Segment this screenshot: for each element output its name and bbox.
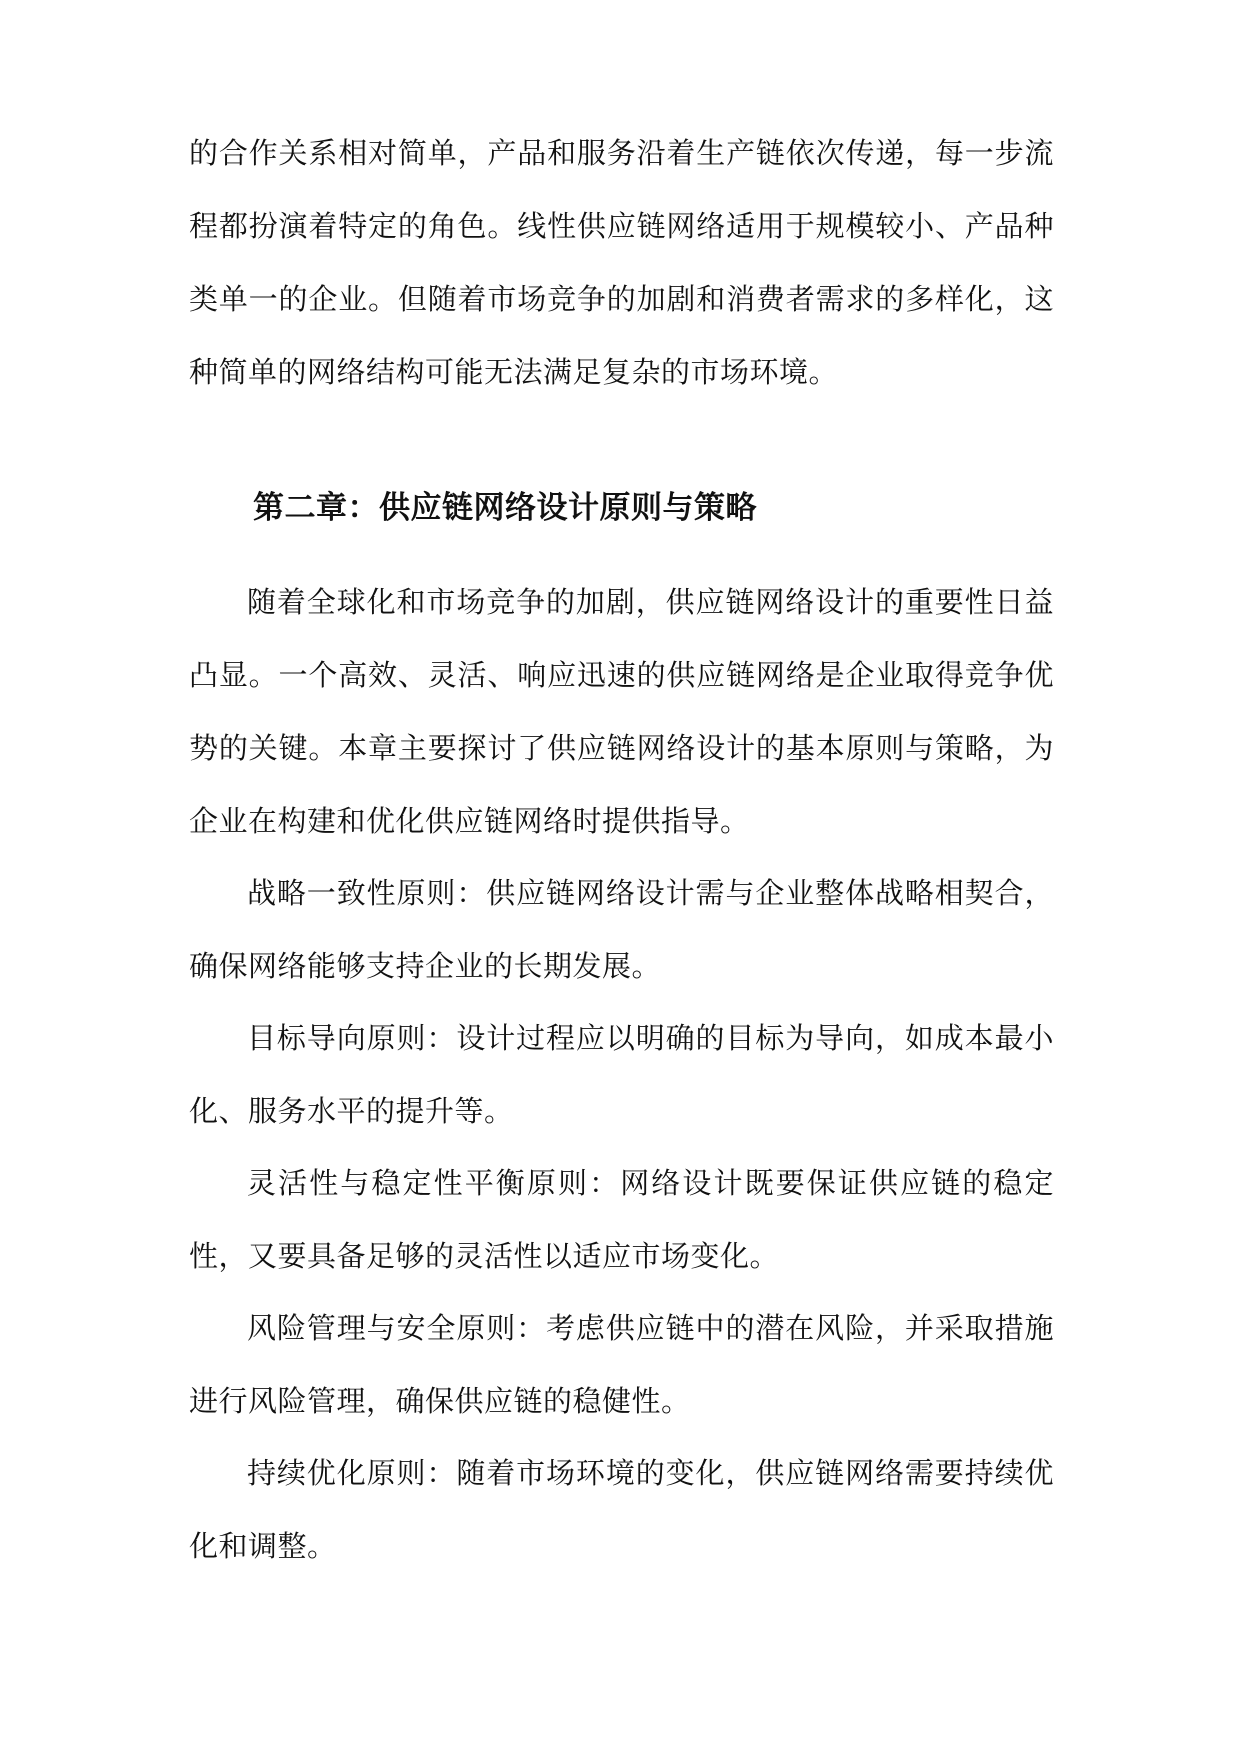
principle-goal-oriented: 目标导向原则：设计过程应以明确的目标为导向，如成本最小化、服务水平的提升等。 [189, 1021, 1054, 1128]
intro-paragraph: 随着全球化和市场竞争的加剧，供应链网络设计的重要性日益凸显。一个高效、灵活、响应迅速的供应链网络是企业取得竞争优势的关键。本章主要探讨了供应链网络设计的基本原则与策略，为企业在构建和优化供应链网络时提供指导。 [189, 585, 1054, 838]
chapter-heading: 第二章：供应链网络设计原则与策略 [253, 490, 757, 526]
principle-continuous-optimization: 持续优化原则：随着市场环境的变化，供应链网络需要持续优化和调整。 [189, 1456, 1054, 1563]
principle-strategic-alignment: 战略一致性原则：供应链网络设计需与企业整体战略相契合，确保网络能够支持企业的长期发展。 [189, 876, 1054, 983]
principle-risk-management: 风险管理与安全原则：考虑供应链中的潜在风险，并采取措施进行风险管理，确保供应链的稳健性。 [189, 1311, 1054, 1418]
continuation-paragraph: 的合作关系相对简单，产品和服务沿着生产链依次传递，每一步流程都扮演着特定的角色。线性供应链网络适用于规模较小、产品种类单一的企业。但随着市场竞争的加剧和消费者需求的多样化，这种简单的网络结构可能无法满足复杂的市场环境。 [189, 136, 1054, 389]
principle-flexibility-stability: 灵活性与稳定性平衡原则：网络设计既要保证供应链的稳定性，又要具备足够的灵活性以适应市场变化。 [189, 1166, 1054, 1273]
